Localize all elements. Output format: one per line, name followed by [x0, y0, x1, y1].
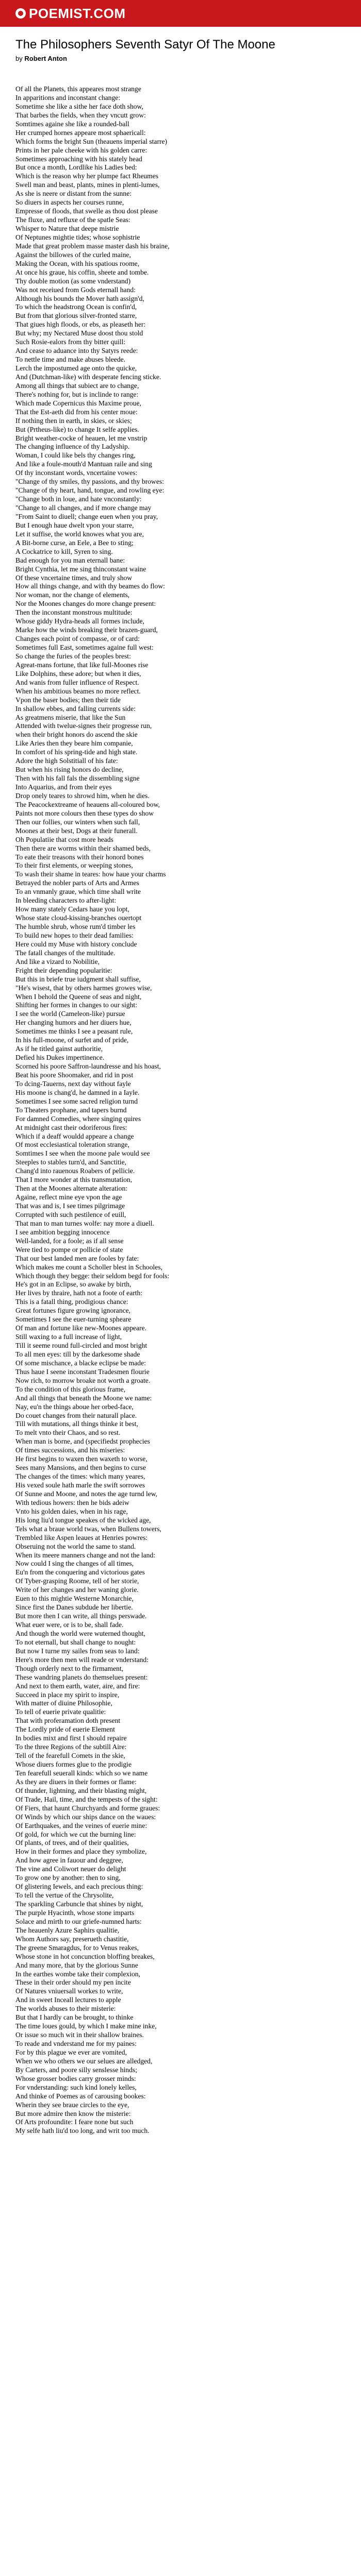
poem-line: Such Rosie-ealors from thy bitter quill:: [15, 338, 126, 346]
site-logo[interactable]: [15, 6, 126, 22]
poem-line: Of Earthquakes, and the veines of euerie mine:: [15, 1821, 147, 1829]
poem-line: Here could my Muse with history conclude: [15, 940, 137, 948]
poem-line: Made that great problem masse master dash his braine,: [15, 242, 170, 250]
poem-line: Write of her changes and her waning glorie.: [15, 1586, 139, 1594]
poem-line: when their bright honors do ascend the skie: [15, 731, 138, 739]
poem-line: To tell of euerie private qualitie:: [15, 1708, 106, 1716]
poem-line: But that I hardly can be brought, to thinke: [15, 2013, 134, 2022]
poem-line: The worlds abuses to their misterie:: [15, 2005, 116, 2013]
poem-line: Oh Populatiie that cost more heads: [15, 835, 113, 843]
poem-line: Against the billowes of the curled maine,: [15, 250, 131, 259]
poem-line: The time loues gould, by which I make mine inke,: [15, 2022, 157, 2030]
poem-line: Drop onely teares to shrowd him, when he dies.: [15, 791, 150, 800]
poem-line: Of some mischance, a blacke eclipse be made:: [15, 1359, 146, 1367]
poem-line: In comfort of his spring-tide and high state.: [15, 748, 138, 756]
poem-line: But I enough haue dwelt vpon your starre,: [15, 521, 134, 529]
poem-line: Of Sunne and Moone, and notes the age turnd lew,: [15, 1489, 158, 1498]
poem-line: Attended with twelue-signes their progresse run,: [15, 722, 152, 730]
poem-line: At midnight cast their odoriferous fires:: [15, 1123, 127, 1131]
poem-line: Do couet changes from their naturall place.: [15, 1411, 137, 1419]
poem-line: Her lives by thraire, hath not a foote of earth:: [15, 1289, 143, 1297]
poem-line: Marke how the winds breaking their brazen-guard,: [15, 626, 158, 634]
poem-line: Of Natures vniuersall workes to write,: [15, 1987, 123, 1995]
poem-line: Corrupted with such pestilence of euill,: [15, 1210, 126, 1218]
poem-line: And many more, that by the glorious Sunne: [15, 1961, 138, 1969]
poem-line: The greene Smaragdus, for to Venus reakes,: [15, 1943, 139, 1952]
poem-line: The Lordly pride of euerie Element: [15, 1725, 115, 1734]
poem-line: Of plants, of trees, and of their qualities,: [15, 1839, 129, 1847]
poem-line: Of all the Planets, this appeares most strange: [15, 85, 141, 93]
poem-line: "From Saint to diuell; change euen when you pray,: [15, 512, 158, 520]
poem-line: Then the inconstant monstrous multitude:: [15, 608, 133, 617]
poem-line: So diuers in aspects her courses runne,: [15, 198, 124, 207]
poem-line: But (Prtheus-like) to change It selfe applies.: [15, 425, 139, 433]
poem-line: In his full-moone, of surfet and of pride,: [15, 1036, 129, 1044]
poem-line: When its meere manners change and not the land:: [15, 1551, 156, 1559]
poem-line: When we who others we our selues are alledged,: [15, 2057, 153, 2065]
poem-line: Vnto his golden daies, when in his rage,: [15, 1507, 128, 1515]
poem-line: The humble shrub, whose rum'd timber les: [15, 923, 136, 930]
poem-line: Since first the Danes subdude her libertie.: [15, 1603, 133, 1612]
poem-line: He's got in an Eclipse, so awake by birth,: [15, 1280, 132, 1289]
poem-line: In bodies mixt and first I should repaire: [15, 1734, 127, 1742]
site-header: [0, 0, 361, 27]
poem-line: Of Arts profoundite: I feare none but such: [15, 2118, 134, 2126]
poem-line: This is a fatall thing, prodigious chance:: [15, 1298, 128, 1306]
poem-line: And all things that beneath the Moone we name:: [15, 1394, 152, 1402]
poem-line: Empresse of floods, that swelle as thou dost please: [15, 207, 158, 215]
poem-line: For by this plague we ever are vomited,: [15, 2048, 127, 2056]
poem-line: Wherin they see braue circles to the eye,: [15, 2100, 129, 2109]
poem-line: But now I turne my sailes from seas to land:: [15, 1647, 140, 1655]
poem-line: These wandring planets do themselues present:: [15, 1673, 148, 1681]
poem-line: Prints in her pale cheeke with his golden carre:: [15, 146, 147, 154]
poem-line: How many stately Cedars haue you lopt,: [15, 905, 129, 913]
poem-line: With matter of diuine Philosophie,: [15, 1699, 112, 1707]
poem-line: Whose grosser bodies carry grosser minds:: [15, 2074, 136, 2082]
poem-line: Ten fearefull seuerall kinds: which so we name: [15, 1769, 148, 1777]
poem-line: These in their order should my pen incite: [15, 1978, 131, 1987]
poem-line: Which makes me count a Scholler blest in Schooles,: [15, 1263, 163, 1271]
poem-line: Thus haue I seene inconstant Tradesmen flourie: [15, 1367, 150, 1376]
poem-line: Bright Cynthia, let me sing thinconstant waine: [15, 565, 146, 573]
poem-line: Agreat-mans fortune, that like full-Moones rise: [15, 660, 149, 669]
poem-line: Of thy inconstant words, vncertaine vowes:: [15, 469, 138, 477]
poem-line: Were tied to pompe or pollicie of state: [15, 1245, 123, 1253]
poem-line: Of Neptunes mightie tides; whose sophistrie: [15, 233, 140, 241]
poem-body: [15, 85, 346, 2136]
poem-line: Nay, eu'n the things aboue her orbed-face,: [15, 1402, 134, 1411]
poem-line: Adore the high Solstitiall of his fate:: [15, 757, 118, 765]
poem-line: Or issue so much wit in their shallow braines.: [15, 2031, 144, 2039]
poem-line: But once a month, Lordlike his Ladies bed:: [15, 163, 137, 172]
poem-line: The fluxe, and refluxe of the spatle Seas:: [15, 216, 130, 224]
poem-line: Till with mutations, all things thinke it best,: [15, 1420, 138, 1428]
poem-line: Which made Copernicus this Maxime proue,: [15, 399, 141, 407]
poem-line: He first begins to waxen then waxeth to worse,: [15, 1455, 147, 1463]
poem-line: As if he titled gainst authoritie,: [15, 1045, 103, 1053]
poem-line: Her changing humors and her diuers hue,: [15, 1019, 132, 1027]
poem-line: In apparitions and inconstant change:: [15, 93, 121, 101]
poem-line: Which if a deaff wouldd appeare a change: [15, 1132, 134, 1140]
poem-line: To which the headstrong Ocean is confin'd,: [15, 303, 137, 311]
poem-line: Of man and fortune like new-Moones appeare.: [15, 1324, 147, 1332]
poem-line: "Change to all changes, and if more change may: [15, 504, 152, 512]
poem-line: How in their formes and place they symbolize,: [15, 1848, 147, 1856]
poem-line: Succeed in place my spirit to inspire,: [15, 1690, 120, 1699]
poem-line: Then there are worms within their shamed beds,: [15, 844, 151, 852]
poem-line: Beat his poore Shoomaker, and rid in post: [15, 1071, 134, 1079]
poem-content: [15, 37, 346, 2136]
poem-line: When I behold the Queene of seas and night,: [15, 992, 142, 1001]
poem-line: Eu'n from the conquering and victorious gates: [15, 1568, 145, 1577]
poem-line: Bad enough for you man eternall bane:: [15, 556, 125, 564]
poem-line: And though the world were wuterned thought,: [15, 1629, 145, 1637]
poem-line: Of glistering Iewels, and each precious thing:: [15, 1883, 143, 1891]
poem-line: Nor woman, nor the change of elements,: [15, 591, 130, 599]
poem-line: Defied his Dukes impertinence.: [15, 1054, 105, 1062]
poem-line: As she is neere or distant from the sunne:: [15, 190, 132, 198]
poem-line: I see the world (Cameleon-like) pursue: [15, 1010, 125, 1018]
poem-line: But more admire then know the misterie:: [15, 2109, 131, 2117]
poem-line: To nettle time and make abuses bleede.: [15, 355, 126, 364]
poem-line: Solace and mirth to our griefe-numned harts:: [15, 1917, 142, 1925]
poem-line: Her crumped hornes appeare most sphaericall:: [15, 128, 146, 137]
poem-line: Sometimes full East, sometimes againe full west:: [15, 643, 154, 651]
poem-line: With tedious howers: then he bids adeiw: [15, 1498, 129, 1506]
poem-line: Of Winds by which our ships dance on the waues:: [15, 1812, 156, 1821]
poem-line: Of thunder, lightning, and their blasting might,: [15, 1786, 147, 1794]
poem-line: And like a foule-mouth'd Mantuan raile and sing: [15, 460, 152, 468]
poem-line: That the Est-aeth did from his center moue:: [15, 408, 138, 416]
poem-line: That with proferamation doth present: [15, 1717, 121, 1725]
poem-line: Of Tyber-grasping Roome, tell of her storie,: [15, 1577, 139, 1585]
poem-line: The changes of the times: which many yeares,: [15, 1472, 145, 1481]
poem-line: In the earthes wombe take their complexion,: [15, 1970, 140, 1978]
poem-line: That was and is, I see times pilgrimage: [15, 1202, 125, 1210]
poem-line: Well-landed, for a foole; as if all sense: [15, 1236, 124, 1245]
poem-line: Like Dolphins, these adore; but when it dies,: [15, 669, 141, 677]
poem-line: That man to man turnes wolfe: nay more a diuell.: [15, 1219, 154, 1227]
poem-line: Then our follies, our winters when such fall,: [15, 818, 140, 826]
poem-line: Now rich, to morrow broake not worth a groate.: [15, 1376, 151, 1384]
poem-line: Sometimes I see some sacred religion turnd: [15, 1097, 138, 1105]
poem-line: "Change of thy heart, hand, tongue, and rowling eye:: [15, 486, 165, 495]
poem-line: Somtimes againe she like a rounded-ball: [15, 120, 129, 128]
poem-line: And thinke of Poemes as of carousing bookes:: [15, 2092, 146, 2100]
poem-line: Then with his fall fals the dissembling signe: [15, 774, 140, 783]
poem-line: Obseruing not the world the same to stand.: [15, 1542, 136, 1550]
poem-line: Among all things that subiect are to change,: [15, 381, 139, 389]
poem-line: Betrayed the nobler parts of Arts and Armes: [15, 879, 139, 887]
poem-line: To their first elements, or weeping stones,: [15, 861, 133, 870]
poem-line: To melt vnto their Chaos, and so rest.: [15, 1429, 121, 1437]
poem-line: Paints not more colours then these types do show: [15, 809, 154, 817]
author-line: [15, 55, 346, 62]
poem-line: That giues high floods, or ebs, as pleaseth her:: [15, 320, 146, 329]
poem-line: And (Dutchman-like) with desperate fencing sticke.: [15, 372, 161, 381]
poem-line: Nor the Moones changes do more change present:: [15, 600, 156, 608]
poem-line: A Bit-borne curse, an Eele, a Bee to sting;: [15, 538, 134, 547]
poem-line: Moones at their best, Dogs at their funerall.: [15, 826, 138, 835]
poem-line: The Peacockextreame of heauens all-coloured bow,: [15, 800, 160, 808]
poem-line: To Theaters prophane, and tapers burnd: [15, 1106, 127, 1114]
poem-line: To the three Regions of the subtill Aire:: [15, 1743, 127, 1751]
poem-line: As they are diuers in their formes or flame:: [15, 1777, 137, 1786]
poem-line: "Change of thy smiles, thy passions, and thy browes:: [15, 478, 164, 486]
poem-title: The Philosophers Seventh Satyr Of The Moone: [15, 38, 275, 52]
by-label: by: [15, 55, 23, 62]
poem-line: Scorned his poore Saffron-laundresse and his hoast,: [15, 1062, 161, 1070]
poem-line: But from that glorious silver-fronted starre,: [15, 312, 137, 320]
poem-line: Euen to this mightie Westerne Monarchie,: [15, 1595, 134, 1603]
poem-line: To grow one by another: then to sing,: [15, 1874, 121, 1882]
poem-line: Which though they begge: their seldom begd for fools:: [15, 1272, 170, 1280]
poem-line: And in sweet Inceall lectures to apple: [15, 1996, 121, 2004]
poem-line: Vpon the baser bodies; then their tide: [15, 696, 121, 704]
poem-line: Trembled like Aspen leaues at Henries powres:: [15, 1533, 148, 1541]
poem-line: Of Trade, Hail, time, and the tempests of the sight:: [15, 1795, 158, 1803]
poem-line: Though orderly next to the firmament,: [15, 1664, 124, 1672]
poem-line: Sometimes me thinks I see a peasant rule,: [15, 1027, 133, 1036]
poem-line: That barbes the fields, when they vncutt grow:: [15, 111, 146, 119]
poem-line: His moone is chang'd, he damned in a Iayle.: [15, 1088, 140, 1096]
poem-line: Thy double motion (as some vnderstand): [15, 277, 131, 285]
poem-line: Of most ecclesiastical toleration strange,: [15, 1141, 129, 1149]
poem-line: The changing influence of thy Ladyship.: [15, 443, 130, 451]
poem-line: And wanis from fuller influence of Respect.: [15, 678, 139, 686]
poem-line: But more then I can write, all things perswade.: [15, 1612, 147, 1620]
poem-line: The purple Hyacinth, whose stone imparts: [15, 1908, 135, 1917]
poem-line: To dcing-Tauerns, next day without fayle: [15, 1079, 131, 1088]
poem-line: The sparkling Carbuncle that shines by night,: [15, 1900, 143, 1908]
poem-line: To not eternall, but shall change to nought:: [15, 1638, 136, 1646]
poem-line: Which forms the bright Sun (theauens imperial starre): [15, 137, 168, 145]
poem-line: As greatmens miserie, that like the Sun: [15, 713, 126, 721]
poem-line: Now could I sing the changes of all times,: [15, 1560, 134, 1568]
author-name[interactable]: Robert Anton: [24, 55, 67, 62]
poem-line: His long liu'd tongue speakes of the wicked age,: [15, 1516, 151, 1524]
poem-line: Great fortunes figure growing ignorance,: [15, 1307, 131, 1315]
poem-line: In bleeding characters to after-light:: [15, 896, 117, 905]
poem-line: Let it suffise, the world knowes what you are,: [15, 530, 144, 538]
poem-line: Sometimes I see the euer-turning spheare: [15, 1315, 132, 1324]
poem-line: But when his rising honors do decline,: [15, 766, 124, 774]
poem-line: I see ambition begging innocence: [15, 1228, 110, 1236]
poem-line: To eate their treasons with their honord bones: [15, 853, 144, 861]
poem-line: "Change both in loue, and hate vnconstantly:: [15, 495, 142, 503]
poem-line: Whose diuers formes glue to the prodigie: [15, 1760, 132, 1768]
poem-line: Like Aries then they beare him companie,: [15, 739, 133, 748]
poem-line: To the condition of this glorious frame,: [15, 1385, 126, 1393]
poem-line: Chang'd into rauenous Roabers of pellicie.: [15, 1167, 135, 1175]
poem-line: Here's more then men will reade or vnderstand:: [15, 1655, 149, 1664]
poem-line: Sometimes approaching with his stately head: [15, 155, 142, 163]
poem-line: If nothing then in earth, in skies, or skies;: [15, 416, 132, 425]
poem-line: Whose stone in hot concunction bloffing breakes,: [15, 1952, 155, 1960]
poem-line: Sees many Mansions, and then begins to curse: [15, 1464, 146, 1472]
poem-line: By Carters, and poore silly senslesse hinds;: [15, 2065, 137, 2074]
poem-line: To build new hopes to their dead families:: [15, 931, 134, 939]
poem-line: And how agree in fauour and deggree,: [15, 1856, 123, 1865]
poem-line: Of times successions, and his miseries:: [15, 1446, 125, 1454]
poem-line: Which is the reason why her plumpe fact Rheumes: [15, 172, 159, 180]
poem-line: Whose state cloud-kissing-branches ouertopt: [15, 914, 142, 922]
poem-line: What euer were, or is to be, shall fade.: [15, 1621, 124, 1629]
poem-line: Still waxing to a full increase of light,: [15, 1333, 122, 1341]
poem-line: Of Fiers, that haunt Churchyards and forme graues:: [15, 1804, 160, 1812]
poem-line: To all men eyes: till by the darkesome shade: [15, 1350, 140, 1358]
poem-line: Of these vncertaine times, and truly show: [15, 573, 133, 582]
poem-line: His vexed soule hath marle the swift sorrowes: [15, 1481, 145, 1489]
poem-line: Then at the Moones alternate alteration:: [15, 1184, 128, 1193]
poem-line: That I more wonder at this transmutation,: [15, 1176, 133, 1184]
poem-line: Till it seeme round full-circled and most bright: [15, 1342, 147, 1349]
poem-line: So change the furies of the peoples brest:: [15, 652, 131, 660]
poem-line: Fright their depending popularitie:: [15, 966, 112, 974]
poem-line: Whisper to Nature that deepe mistrie: [15, 225, 119, 232]
poem-line: And next to them earth, water, aire, and fire:: [15, 1682, 140, 1690]
poem-line: To reade and vnderstand me for my paines:: [15, 2040, 137, 2047]
poem-line: To wash their shame in teares: how haue your charms: [15, 870, 166, 878]
poem-line: Lerch the impostumed age onto the quicke,: [15, 364, 137, 372]
poem-line: For vnderstanding: such kind lonely kelles,: [15, 2083, 137, 2091]
poem-line: To an vnmanly graue, which time shall write: [15, 888, 141, 896]
poem-line: For damned Comedies, where singing quires: [15, 1114, 141, 1123]
poem-line: The vine and Coliwort neuer do delight: [15, 1865, 126, 1873]
poem-line: A Cockatrice to kill, Syren to sing.: [15, 547, 113, 555]
poem-line: My selfe hath liu'd too long, and writ too much.: [15, 2127, 150, 2135]
poem-line: Making the Ocean, with his spatious roome,: [15, 259, 140, 267]
poem-line: Whom Authors say, preserueth chastitie,: [15, 1935, 129, 1943]
poem-line: Bright weather-cocke of heauen, let me vnstrip: [15, 434, 147, 442]
poem-line: But this in briefe true iudgment shall suffise,: [15, 975, 141, 983]
poem-line: That our best landed men are fooles by fate:: [15, 1254, 139, 1262]
poem-line: At once his graue, his coffin, sheete and tombe.: [15, 268, 149, 276]
logo-text: POEMIST.COM: [29, 5, 126, 21]
poem-line: There's nothing for, but is inclinde to range:: [15, 390, 139, 398]
poem-line: Sometime she like a sithe her face doth show,: [15, 102, 143, 110]
poem-line: Swell man and beast, plants, mines in plenti-lumes,: [15, 181, 160, 189]
poem-line: Whose giddy Hydra-heads all formes include,: [15, 617, 144, 625]
poem-line: And cease to aduance into thy Satyrs reede:: [15, 347, 138, 355]
poem-line: Although his bounds the Mover hath assign'd,: [15, 294, 144, 302]
poem-line: But why; my Nectared Muse doost thou stold: [15, 329, 143, 337]
poem-line: How all things change, and with thy beames do flow:: [15, 582, 165, 590]
poem-line: Tels what a braue world twas, when Bullens towers,: [15, 1524, 161, 1533]
poem-line: Changes each point of compasse, or of card:: [15, 635, 140, 643]
poem-line: Somtimes I see when the moone pale would see: [15, 1149, 150, 1158]
poem-line: When his ambitious beames no more reflect.: [15, 687, 141, 695]
poem-line: Shifting her formes in changes to our sight:: [15, 1001, 137, 1009]
poem-line: In shallow ebbes, and falling currents side:: [15, 704, 136, 713]
poem-line: The heauenly Azure Saphirs qualitie,: [15, 1926, 120, 1934]
poem-line: Tell of the fearefull Comets in the skie,: [15, 1752, 125, 1760]
poem-line: "He's wisest, that by others harmes growes wise,: [15, 984, 152, 992]
poem-line: When man is borne, and (specifiedst prophecies: [15, 1437, 150, 1446]
poem-line: Was not receiued from Gods eternall hand:: [15, 285, 136, 294]
poem-line: And like a vizard to Nobilitie,: [15, 957, 100, 965]
logo-icon: [15, 8, 26, 19]
poem-line: Againe, reflect mine eye vpon the age: [15, 1193, 122, 1201]
poem-line: Of gold, for which we cut the burning line:: [15, 1830, 136, 1838]
poem-line: The fatall changes of the multitude.: [15, 948, 116, 957]
poem-line: Into Aquarius, and from their eyes: [15, 783, 112, 791]
poem-line: To tell the vertue of the Chrysolite,: [15, 1891, 114, 1900]
poem-line: Woman, I could like bels thy changes ring,: [15, 451, 136, 460]
poem-line: Steeples to stables turn'd, and Sanctitie,: [15, 1158, 126, 1166]
